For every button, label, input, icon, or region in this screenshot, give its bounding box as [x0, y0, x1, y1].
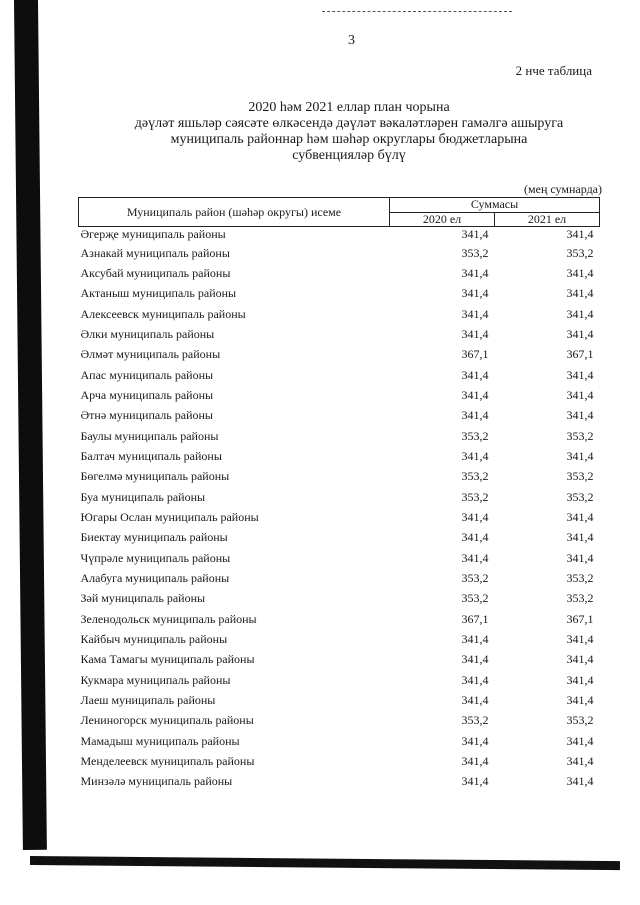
name-column-header: Муниципаль район (шәһәр округы) исеме — [79, 198, 390, 227]
table-row — [79, 609, 600, 629]
district-name: Лаеш муниципаль районы — [80, 692, 216, 707]
value-2020: 341,4 — [461, 286, 489, 301]
value-2021: 341,4 — [566, 530, 594, 545]
district-name: Әлмәт муниципаль районы — [80, 347, 221, 362]
table-row — [79, 385, 600, 405]
value-2021: 341,4 — [566, 692, 594, 707]
value-2021: 341,4 — [566, 227, 594, 241]
page-number: 3 — [348, 33, 355, 48]
value-2020: 353,2 — [461, 489, 489, 504]
scan-artifact-top — [322, 11, 512, 12]
district-name: Әгерҗе муниципаль районы — [80, 227, 226, 241]
year-header-2021: 2021 ел — [495, 212, 600, 227]
district-name: Кукмара муниципаль районы — [80, 672, 231, 687]
value-2020: 341,4 — [461, 631, 489, 646]
value-2020: 341,4 — [461, 774, 489, 789]
table-row — [79, 528, 600, 548]
table-row — [79, 751, 600, 771]
scan-shadow-left — [14, 0, 47, 850]
value-2021: 353,2 — [566, 713, 594, 728]
district-name: Буа муниципаль районы — [80, 489, 206, 504]
table-row — [79, 263, 600, 283]
table-row — [79, 772, 600, 792]
value-2020: 353,2 — [461, 469, 489, 484]
table-row — [79, 589, 600, 609]
district-name: Кама Тамагы муниципаль районы — [80, 652, 255, 667]
district-name: Менделеевск муниципаль районы — [80, 753, 255, 768]
table-row — [79, 487, 600, 507]
table-row — [79, 345, 600, 365]
value-2020: 341,4 — [461, 227, 489, 241]
value-2021: 341,4 — [566, 326, 594, 341]
value-2021: 341,4 — [566, 652, 594, 667]
value-2020: 341,4 — [461, 733, 489, 748]
value-2020: 353,2 — [461, 570, 489, 585]
value-2020: 341,4 — [461, 509, 489, 524]
district-name: Әлки муниципаль районы — [80, 326, 215, 341]
district-name: Алабуга муниципаль районы — [80, 570, 230, 585]
title-line: 2020 һәм 2021 еллар план чорына — [248, 100, 450, 115]
value-2020: 341,4 — [461, 652, 489, 667]
table-row — [79, 304, 600, 324]
value-2020: 341,4 — [461, 692, 489, 707]
value-2021: 341,4 — [566, 367, 594, 382]
units-note: (мең сумнарда) — [524, 182, 602, 196]
district-name: Бөгелмә муниципаль районы — [80, 469, 230, 484]
table-row — [79, 731, 600, 751]
value-2021: 341,4 — [566, 774, 594, 789]
district-name: Кайбыч муниципаль районы — [80, 631, 228, 646]
value-2021: 341,4 — [566, 631, 594, 646]
district-name: Апас муниципаль районы — [80, 367, 214, 382]
table-row — [79, 284, 600, 304]
value-2021: 353,2 — [566, 591, 594, 606]
district-name: Лениногорск муниципаль районы — [80, 713, 254, 728]
table-row — [79, 670, 600, 690]
value-2021: 353,2 — [566, 245, 594, 260]
document-title — [80, 100, 618, 164]
table-row — [79, 243, 600, 263]
value-2021: 367,1 — [566, 611, 594, 626]
district-name: Әтнә муниципаль районы — [80, 408, 213, 423]
value-2021: 353,2 — [566, 428, 594, 443]
value-2020: 341,4 — [461, 367, 489, 382]
sum-column-header: Суммасы — [390, 198, 600, 213]
table-row — [79, 406, 600, 426]
table-row — [79, 690, 600, 710]
table-row — [79, 324, 600, 344]
year-header-2020: 2020 ел — [390, 212, 495, 227]
table-row — [79, 548, 600, 568]
district-name: Баулы муниципаль районы — [80, 428, 219, 443]
value-2020: 341,4 — [461, 753, 489, 768]
district-name: Зеленодольск муниципаль районы — [80, 611, 257, 626]
district-name: Зәй муниципаль районы — [80, 591, 206, 606]
table-row — [79, 507, 600, 527]
district-name: Алексеевск муниципаль районы — [80, 306, 246, 321]
district-name: Чүпрәле муниципаль районы — [80, 550, 231, 565]
value-2020: 341,4 — [461, 306, 489, 321]
value-2021: 341,4 — [566, 408, 594, 423]
district-name: Аксубай муниципаль районы — [80, 265, 231, 280]
value-2021: 353,2 — [566, 570, 594, 585]
value-2020: 341,4 — [461, 408, 489, 423]
value-2020: 353,2 — [461, 713, 489, 728]
value-2021: 341,4 — [566, 509, 594, 524]
value-2021: 367,1 — [566, 347, 594, 362]
district-name: Биектау муниципаль районы — [80, 530, 228, 545]
value-2021: 353,2 — [566, 469, 594, 484]
value-2021: 341,4 — [566, 265, 594, 280]
table-row — [79, 629, 600, 649]
table-row — [79, 467, 600, 487]
district-name: Югары Ослан муниципаль районы — [80, 509, 259, 524]
district-name: Балтач муниципаль районы — [80, 448, 222, 463]
value-2021: 341,4 — [566, 550, 594, 565]
value-2021: 341,4 — [566, 448, 594, 463]
value-2020: 353,2 — [461, 428, 489, 443]
table-row — [79, 426, 600, 446]
value-2020: 341,4 — [461, 550, 489, 565]
value-2021: 341,4 — [566, 306, 594, 321]
table-row — [79, 365, 600, 385]
title-line: муниципаль районнар һәм шәһәр округлары бюджетларына — [170, 132, 528, 147]
value-2021: 341,4 — [566, 387, 594, 402]
value-2021: 341,4 — [566, 733, 594, 748]
district-name: Минзәлә муниципаль районы — [80, 774, 233, 789]
subvention-table — [78, 197, 600, 792]
value-2020: 353,2 — [461, 245, 489, 260]
district-name: Арча муниципаль районы — [80, 387, 214, 402]
table-row — [79, 711, 600, 731]
value-2021: 353,2 — [566, 489, 594, 504]
value-2021: 341,4 — [566, 672, 594, 687]
district-name: Актаныш муниципаль районы — [80, 286, 237, 301]
district-name: Мамадыш муниципаль районы — [80, 733, 240, 748]
value-2020: 341,4 — [461, 672, 489, 687]
value-2020: 341,4 — [461, 448, 489, 463]
title-line: субвенцияләр бүлү — [292, 148, 406, 163]
table-row — [79, 446, 600, 466]
value-2021: 341,4 — [566, 753, 594, 768]
value-2020: 341,4 — [461, 530, 489, 545]
value-2020: 341,4 — [461, 265, 489, 280]
district-name: Азнакай муниципаль районы — [80, 245, 230, 260]
table-row — [79, 650, 600, 670]
value-2020: 367,1 — [461, 347, 489, 362]
value-2020: 367,1 — [461, 611, 489, 626]
table-row — [79, 568, 600, 588]
value-2021: 341,4 — [566, 286, 594, 301]
value-2020: 341,4 — [461, 326, 489, 341]
table-row — [79, 227, 600, 244]
scan-shadow-bottom — [30, 856, 620, 870]
value-2020: 353,2 — [461, 591, 489, 606]
table-label: 2 нче таблица — [515, 63, 592, 78]
title-line: дәүләт яшьләр сәясәте өлкәсендә дәүләт вәкаләтләрен гамәлгә ашыруга — [134, 116, 564, 131]
value-2020: 341,4 — [461, 387, 489, 402]
